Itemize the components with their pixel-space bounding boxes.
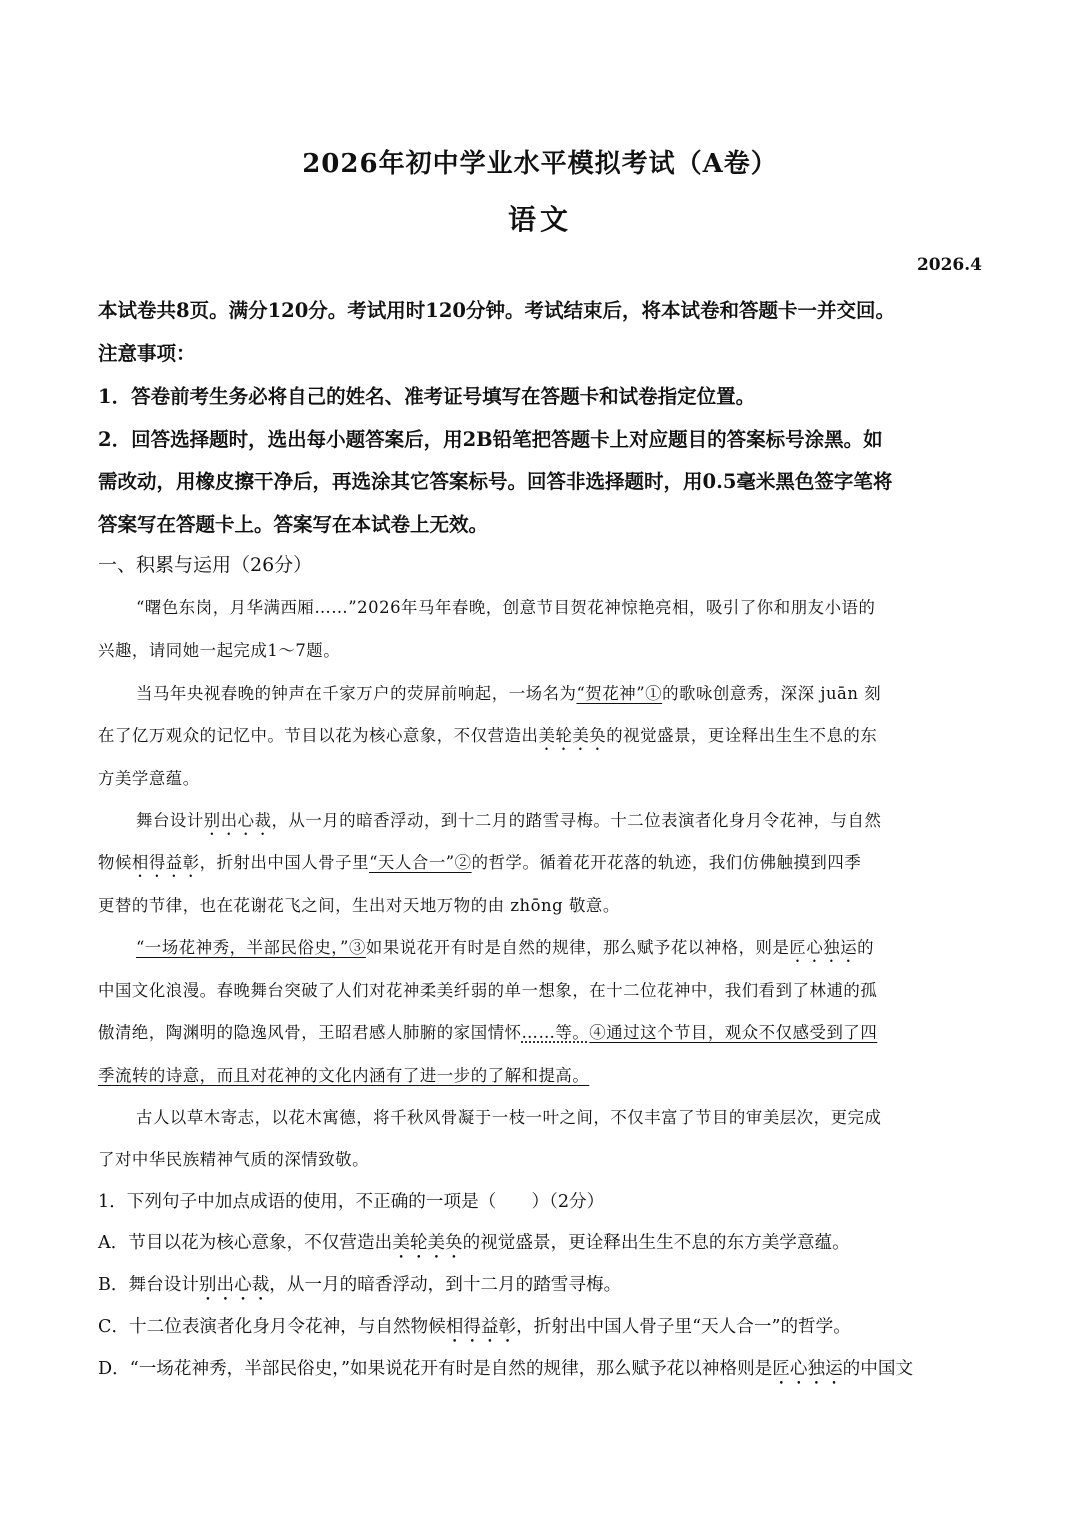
question-1-option-c: C．十二位表演者化身月令花神，与自然物候相得益彰，折射出中国人骨子里“天人合一”的哲学。 [98,1317,851,1337]
underlined-phrase-3: “一场花神秀，半部民俗史，”③ [136,938,366,957]
passage-p1-line-1: “曙色东岗，月华满西厢……”2026年马年春晚，创意节目贺花神惊艳亮相，吸引了你和朋友小语的 [136,598,876,617]
dotted-idiom: 别出心裁 [203,811,272,830]
dotted-idiom: 匠心独运 [772,1359,843,1379]
dotted-idiom: 美轮美奂 [538,726,607,745]
dotted-idiom: 匠心独运 [789,938,858,957]
question-1-option-a: A．节目以花为核心意象，不仅营造出美轮美奂的视觉盛景，更诠释出生生不息的东方美学意蕴。 [98,1233,850,1253]
section-heading: 一、积累与运用（26分） [98,554,313,576]
underlined-sentence-4-cont: 季流转的诗意，而且对花神的文化内涵有了进一步的了解和提高。 [98,1066,590,1085]
underlined-sentence-4: ④通过这个节目，观众不仅感受到了四 [589,1023,878,1042]
dotted-idiom: 相得益彰 [131,853,200,872]
underlined-phrase-1: “贺花神”① [576,684,663,703]
dotted-idiom: 美轮美奂 [392,1233,463,1253]
question-1-option-b: B．舞台设计别出心裁，从一月的暗香浮动，到十二月的踏雪寻梅。 [98,1275,622,1295]
passage-p2-line-3: 方美学意蕴。 [98,769,200,788]
dotted-underline-phrase: ……等。 [521,1023,590,1042]
passage-p5-line-2: 了对中华民族精神气质的深情致敬。 [98,1150,370,1169]
passage-p4-line-4 [98,1062,589,1086]
passage-p4-line-2: 中国文化浪漫。春晚舞台突破了人们对花神柔美纤弱的单一想象，在十二位花神中，我们看到了林逋的孤 [98,981,878,1000]
passage-p5-line-1: 古人以草木寄志，以花木寓德，将千秋风骨凝于一枝一叶之间，不仅丰富了节目的审美层次，更完成 [136,1108,882,1127]
passage-p3-line-1: 舞台设计别出心裁，从一月的暗香浮动，到十二月的踏雪寻梅。十二位表演者化身月令花神，与自然 [136,811,882,830]
passage-p3-line-3: 更替的节律，也在花谢花飞之间，生出对天地万物的由 zhōng 敬意。 [98,896,620,915]
subject-title: 语文 [507,203,572,236]
passage-p4-line-3: 傲清绝，陶渊明的隐逸风骨，王昭君感人肺腑的家国情怀……等。④通过这个节目，观众不仅感受到了四 [98,1023,878,1042]
passage-p3-line-2: 物候相得益彰，折射出中国人骨子里“天人合一”②的哲学。循着花开花落的轨迹，我们仿佛触摸到四季 [98,853,862,872]
instruction-item-1: 1．答卷前考生务必将自己的姓名、准考证号填写在答题卡和试卷指定位置。 [98,385,756,408]
exam-title: 2026年初中学业水平模拟考试（A卷） [302,149,778,179]
passage-p2-line-1: 当马年央视春晚的钟声在千家万户的荧屏前响起，一场名为“贺花神”①的歌咏创意秀，深深 juān 刻 [136,684,882,703]
question-1-option-d: D．“一场花神秀，半部民俗史，”如果说花开有时是自然的规律，那么赋予花以神格则是匠心独运的中国文 [98,1359,914,1379]
instruction-item-2-line-2: 需改动，用橡皮擦干净后，再选涂其它答案标号。回答非选择题时，用0.5毫米黑色签字笔将 [98,470,893,493]
dotted-idiom: 相得益彰 [445,1317,517,1337]
question-1-stem: 1．下列句子中加点成语的使用，不正确的一项是（ ）（2分） [98,1192,605,1212]
instruction-item-2-line-1: 2．回答选择题时，选出每小题答案后，用2B铅笔把答题卡上对应题目的答案标号涂黑。如 [98,428,883,451]
passage-p4-line-1: “一场花神秀，半部民俗史，”③如果说花开有时是自然的规律，那么赋予花以神格，则是匠心独运的 [136,938,875,957]
dotted-idiom: 别出心裁 [198,1275,270,1295]
exam-date: 2026.4 [916,255,982,275]
instruction-item-2-line-3: 答案写在答题卡上。答案写在本试卷上无效。 [98,513,489,536]
instruction-line-1: 本试卷共8页。满分120分。考试用时120分钟。考试结束后，将本试卷和答题卡一并交回。 [98,299,895,322]
notice-label: 注意事项： [98,342,196,365]
underlined-phrase-2: “天人合一”② [369,853,472,872]
passage-p2-line-2: 在了亿万观众的记忆中。节目以花为核心意象，不仅营造出美轮美奂的视觉盛景，更诠释出生生不息的东 [98,726,878,745]
passage-p1-line-2: 兴趣，请同她一起完成1～7题。 [98,641,341,660]
